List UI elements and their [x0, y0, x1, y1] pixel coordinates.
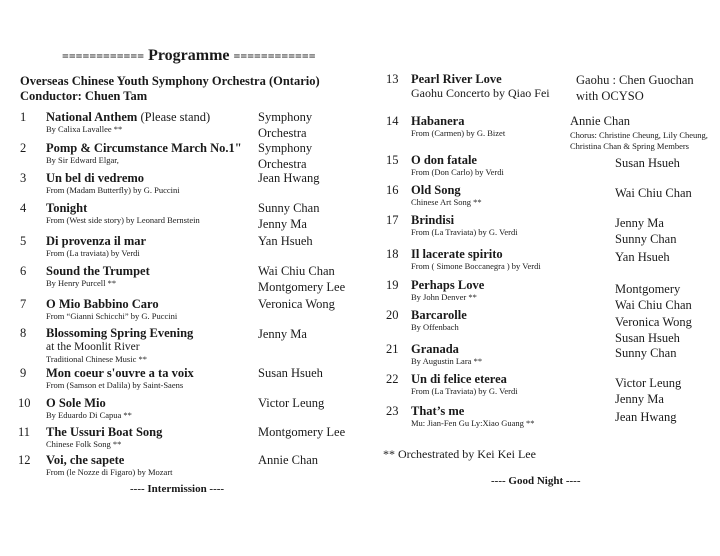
item-number: 13 [386, 72, 399, 86]
piece-title-text: Sound the Trumpet [46, 264, 150, 278]
item-number: 11 [18, 425, 31, 439]
piece-composer: From (La traviata) by Verdi [46, 248, 140, 258]
piece-composer: From (le Nozze di Figaro) by Mozart [46, 467, 173, 477]
piece-title [46, 326, 193, 354]
performer-name: Wai Chiu Chan [615, 297, 692, 312]
piece-title-text: Di provenza il mar [46, 234, 147, 248]
piece-title [411, 342, 482, 356]
performer-name: Victor Leung [615, 376, 682, 390]
piece-title [411, 153, 504, 167]
piece-title [46, 234, 146, 248]
programme-item [46, 453, 173, 478]
item-number: 15 [386, 153, 399, 167]
piece-title [411, 183, 482, 197]
item-number: 12 [18, 453, 31, 467]
piece-title [46, 141, 242, 155]
piece-title [411, 213, 518, 227]
item-number: 9 [20, 366, 27, 380]
performer-name: Annie Chan [570, 114, 631, 128]
performers [258, 366, 323, 382]
piece-title [411, 308, 467, 322]
performers [615, 410, 676, 426]
piece-composer: Traditional Chinese Music ** [46, 354, 147, 364]
piece-composer: By Augustin Lara ** [411, 356, 483, 366]
piece-composer: By Calixa Lavallee ** [46, 124, 123, 134]
piece-title [46, 201, 200, 215]
piece-title-text: Granada [411, 342, 459, 356]
orchestra-name: Overseas Chinese Youth Symphony Orchestra (Ontario) [20, 74, 320, 88]
item-number: 22 [386, 372, 399, 386]
performers [258, 110, 312, 141]
piece-composer: From (Madam Butterfly) by G. Puccini [46, 185, 180, 195]
good-night-label: ---- Good Night ---- [491, 475, 581, 487]
programme-item [46, 366, 194, 391]
item-number: 3 [20, 171, 27, 185]
piece-composer: By Sir Edward Elgar, [46, 155, 119, 165]
piece-title [46, 297, 177, 311]
item-number: 14 [386, 114, 399, 128]
item-number: 18 [386, 247, 399, 261]
programme-item [411, 114, 505, 139]
performer-name: Symphony [258, 141, 313, 155]
piece-title-text: Tonight [46, 201, 88, 215]
heading-rule-left: ============ [62, 49, 145, 63]
programme-heading [62, 47, 316, 65]
performer-name: Symphony [258, 110, 313, 124]
piece-title-text: Perhaps Love [411, 278, 485, 292]
piece-title-text: Un di felice eterea [411, 372, 507, 386]
piece-title [411, 72, 550, 86]
piece-title [411, 247, 541, 261]
performers [615, 156, 680, 172]
piece-title-note: at the Moonlit River [46, 341, 140, 353]
performer-name: Montgomery Lee [258, 279, 346, 294]
item-number: 10 [18, 396, 31, 410]
programme-item [46, 297, 177, 322]
performers [258, 201, 319, 232]
piece-composer: From (West side story) by Leonard Bernstein [46, 215, 200, 225]
performer-name: Montgomery Lee [258, 425, 346, 439]
performer-name: Annie Chan [258, 453, 319, 467]
piece-composer: From (Samson et Dalila) by Saint-Saens [46, 380, 184, 390]
performers [576, 73, 694, 104]
orchestration-footnote: ** Orchestrated by Kei Kei Lee [383, 447, 536, 461]
item-number: 16 [386, 183, 399, 197]
piece-title-text: Pomp & Circumstance March No.1" [46, 141, 242, 155]
programme-item [46, 141, 242, 166]
heading-rule-right: ============ [233, 49, 316, 63]
item-number: 2 [20, 141, 27, 155]
performer-name: Orchestra [258, 156, 307, 171]
programme-item [411, 342, 482, 367]
programme-item [411, 404, 534, 429]
performers [615, 216, 676, 247]
performer-name: Susan Hsueh [615, 156, 680, 170]
piece-composer: Gaohu Concerto by Qiao Fei [411, 86, 550, 100]
item-number: 17 [386, 213, 399, 227]
programme-item [46, 234, 146, 259]
piece-composer: By Henry Purcell ** [46, 278, 117, 288]
performer-name: Jean Hwang [258, 171, 320, 185]
piece-composer: From ( Simone Boccanegra ) by Verdi [411, 261, 541, 271]
piece-title [46, 425, 162, 439]
programme-title: Programme [148, 47, 230, 64]
programme-item [411, 183, 482, 208]
piece-composer: By Offenbach [411, 322, 459, 332]
performers [258, 396, 324, 412]
piece-title-text: Il lacerate spirito [411, 247, 503, 261]
piece-title-text: O don fatale [411, 153, 477, 167]
piece-title [46, 396, 132, 410]
programme-item [411, 308, 467, 333]
performer-name: Wai Chiu Chan [615, 186, 692, 200]
performers [615, 282, 692, 313]
performer-name: Yan Hsueh [615, 250, 670, 264]
intermission-label: ---- Intermission ---- [130, 483, 225, 495]
programme-item [411, 372, 518, 397]
programme-item [46, 425, 162, 450]
performer-name: Veronica Wong [258, 297, 335, 311]
piece-composer: By John Denver ** [411, 292, 477, 302]
piece-title-text: O Mio Babbino Caro [46, 297, 159, 311]
piece-title-text: That’s me [411, 404, 465, 418]
performer-name: Veronica Wong [615, 315, 692, 329]
performer-name: Orchestra [258, 125, 307, 140]
performer-name: Yan Hsueh [258, 234, 313, 248]
piece-composer: From “Gianni Schicchi” by G. Puccini [46, 311, 178, 321]
performers [258, 297, 335, 313]
performer-name: Gaohu : Chen Guochan [576, 73, 694, 87]
piece-title-text: Voi, che sapete [46, 453, 125, 467]
performers [258, 425, 345, 441]
piece-title-text: Habanera [411, 114, 465, 128]
piece-composer: Chinese Folk Song ** [46, 439, 122, 449]
piece-title-text: Blossoming Spring Evening [46, 326, 194, 340]
programme-item [46, 171, 180, 196]
programme-item [46, 264, 150, 289]
piece-title [46, 453, 173, 467]
piece-title-text: O Sole Mio [46, 396, 106, 410]
piece-composer: Mu: Jian-Fen Gu Ly:Xiao Guang ** [411, 418, 535, 428]
performers [258, 453, 318, 469]
performer-name: Montgomery [615, 282, 681, 296]
performer-name: Jenny Ma [615, 216, 664, 230]
piece-composer: From (La Traviata) by G. Verdi [411, 227, 518, 237]
piece-title [46, 264, 150, 278]
item-number: 19 [386, 278, 399, 292]
performers [615, 315, 692, 346]
performer-name: Jenny Ma [615, 391, 664, 406]
performers [615, 250, 670, 266]
performer-name: Susan Hsueh [258, 366, 323, 380]
piece-composer: From (La Traviata) by G. Verdi [411, 386, 518, 396]
performer-name: Jean Hwang [615, 410, 677, 424]
performers [258, 327, 307, 343]
performer-name: Sunny Chan [615, 346, 677, 360]
performer-name: Wai Chiu Chan [258, 264, 335, 278]
piece-title-text: The Ussuri Boat Song [46, 425, 163, 439]
piece-title-note: (Please stand) [137, 110, 211, 124]
performers [258, 234, 313, 250]
performers [615, 346, 676, 362]
item-number: 6 [20, 264, 27, 278]
piece-title-text: Barcarolle [411, 308, 467, 322]
piece-title-text: Brindisi [411, 213, 455, 227]
performer-name: Susan Hsueh [615, 330, 680, 345]
programme-item [411, 72, 550, 101]
programme-item [46, 396, 132, 421]
performers [258, 141, 312, 172]
performer-name: Jenny Ma [258, 216, 307, 231]
chorus-line: Christina Chan & Spring Members [570, 140, 689, 151]
programme-item [46, 201, 200, 226]
performer-name: Jenny Ma [258, 327, 307, 341]
item-number: 21 [386, 342, 399, 356]
item-number: 7 [20, 297, 27, 311]
piece-title [46, 366, 194, 380]
piece-composer: From (Carmen) by G. Bizet [411, 128, 506, 138]
item-number: 4 [20, 201, 27, 215]
performers [615, 186, 692, 202]
programme-item [411, 247, 541, 272]
piece-title [411, 278, 484, 292]
piece-title [46, 110, 210, 124]
programme-item [411, 278, 484, 303]
item-number: 1 [20, 110, 27, 124]
performers [615, 376, 681, 407]
piece-title-text: Pearl River Love [411, 72, 502, 86]
piece-composer: By Eduardo Di Capua ** [46, 410, 132, 420]
conductor-line: Conductor: Chuen Tam [20, 89, 148, 103]
piece-title [411, 372, 518, 386]
performers [570, 114, 708, 152]
piece-title-text: National Anthem [46, 110, 138, 124]
performers [258, 171, 319, 187]
item-number: 8 [20, 326, 27, 340]
piece-composer: From (Don Carlo) by Verdi [411, 167, 504, 177]
programme-item [411, 213, 518, 238]
performers [258, 264, 345, 295]
piece-title-text: Old Song [411, 183, 461, 197]
performer-name: with OCYSO [576, 88, 644, 103]
programme-item [46, 110, 210, 135]
piece-title-text: Un bel di vedremo [46, 171, 145, 185]
performer-name: Sunny Chan [615, 231, 677, 246]
piece-composer: Chinese Art Song ** [411, 197, 482, 207]
chorus-line: Chorus: Christine Cheung, Lily Cheung, [570, 129, 708, 140]
item-number: 5 [20, 234, 27, 248]
item-number: 20 [386, 308, 399, 322]
piece-title-text: Mon coeur s'ouvre a ta voix [46, 366, 194, 380]
piece-title [411, 404, 534, 418]
programme-item [411, 153, 504, 178]
piece-title [46, 171, 180, 185]
piece-title [411, 114, 505, 128]
programme-item [46, 326, 193, 365]
performer-name: Sunny Chan [258, 201, 320, 215]
item-number: 23 [386, 404, 399, 418]
performer-name: Victor Leung [258, 396, 325, 410]
